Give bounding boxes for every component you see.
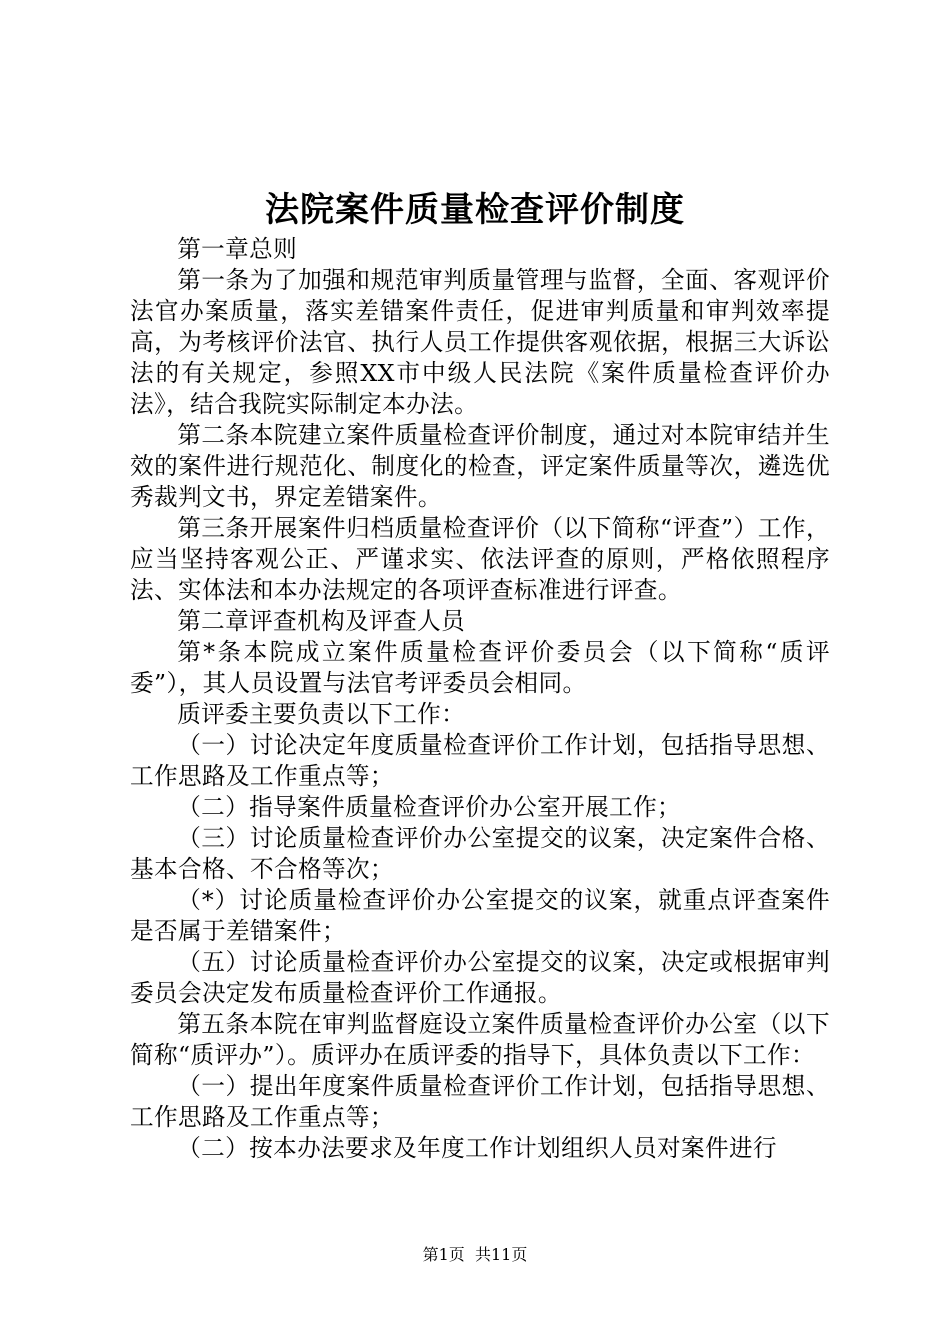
list-item: （一）讨论决定年度质量检查评价工作计划，包括指导思想、工作思路及工作重点等； — [130, 731, 830, 790]
page-total: 共11页 — [474, 1245, 528, 1264]
page-footer — [0, 1244, 950, 1266]
list-item: （二）按本办法要求及年度工作计划组织人员对案件进行 — [177, 1134, 778, 1162]
chapter-heading: 第一章总则 — [177, 235, 298, 263]
list-item: （五）讨论质量检查评价办公室提交的议案，决定或根据审判委员会决定发布质量检查评价工作通报。 — [130, 948, 830, 1007]
footer-separator — [465, 1245, 475, 1264]
list-item: （二）指导案件质量检查评价办公室开展工作； — [177, 793, 682, 821]
chapter-heading: 第二章评查机构及评查人员 — [177, 607, 466, 635]
list-item: （一）提出年度案件质量检查评价工作计划，包括指导思想、工作思路及工作重点等； — [130, 1072, 830, 1131]
list-item: （三）讨论质量检查评价办公室提交的议案，决定案件合格、基本合格、不合格等次； — [130, 824, 830, 883]
document-title: 法院案件质量检查评价制度 — [265, 190, 685, 230]
body-paragraph: 第五条本院在审判监督庭设立案件质量检查评价办公室（以下简称“质评办”）。质评办在质评委的指导下，具体负责以下工作： — [130, 1010, 830, 1069]
body-paragraph: 第一条为了加强和规范审判质量管理与监督，全面、客观评价法官办案质量，落实差错案件责任，促进审判质量和审判效率提高，为考核评价法官、执行人员工作提供客观依据，根据三大诉讼法的有关规定，参照XX市中级人民法院《案件质量检查评价办法》，结合我院实际制定本办法。 — [130, 266, 830, 418]
body-paragraph: 第二条本院建立案件质量检查评价制度，通过对本院审结并生效的案件进行规范化、制度化的检查，评定案件质量等次，遴选优秀裁判文书，界定差错案件。 — [130, 421, 830, 511]
document-body — [130, 234, 830, 1164]
list-item: （*）讨论质量检查评价办公室提交的议案，就重点评查案件是否属于差错案件； — [130, 886, 830, 945]
body-paragraph: 质评委主要负责以下工作： — [177, 700, 466, 728]
page-number: 第1页 — [422, 1245, 465, 1264]
body-paragraph: 第*条本院成立案件质量检查评价委员会（以下简称“质评委”），其人员设置与法官考评委员会相同。 — [130, 638, 830, 697]
body-paragraph: 第三条开展案件归档质量检查评价（以下简称“评查”）工作，应当坚持客观公正、严谨求实、依法评查的原则，严格依照程序法、实体法和本办法规定的各项评查标准进行评查。 — [130, 514, 830, 604]
